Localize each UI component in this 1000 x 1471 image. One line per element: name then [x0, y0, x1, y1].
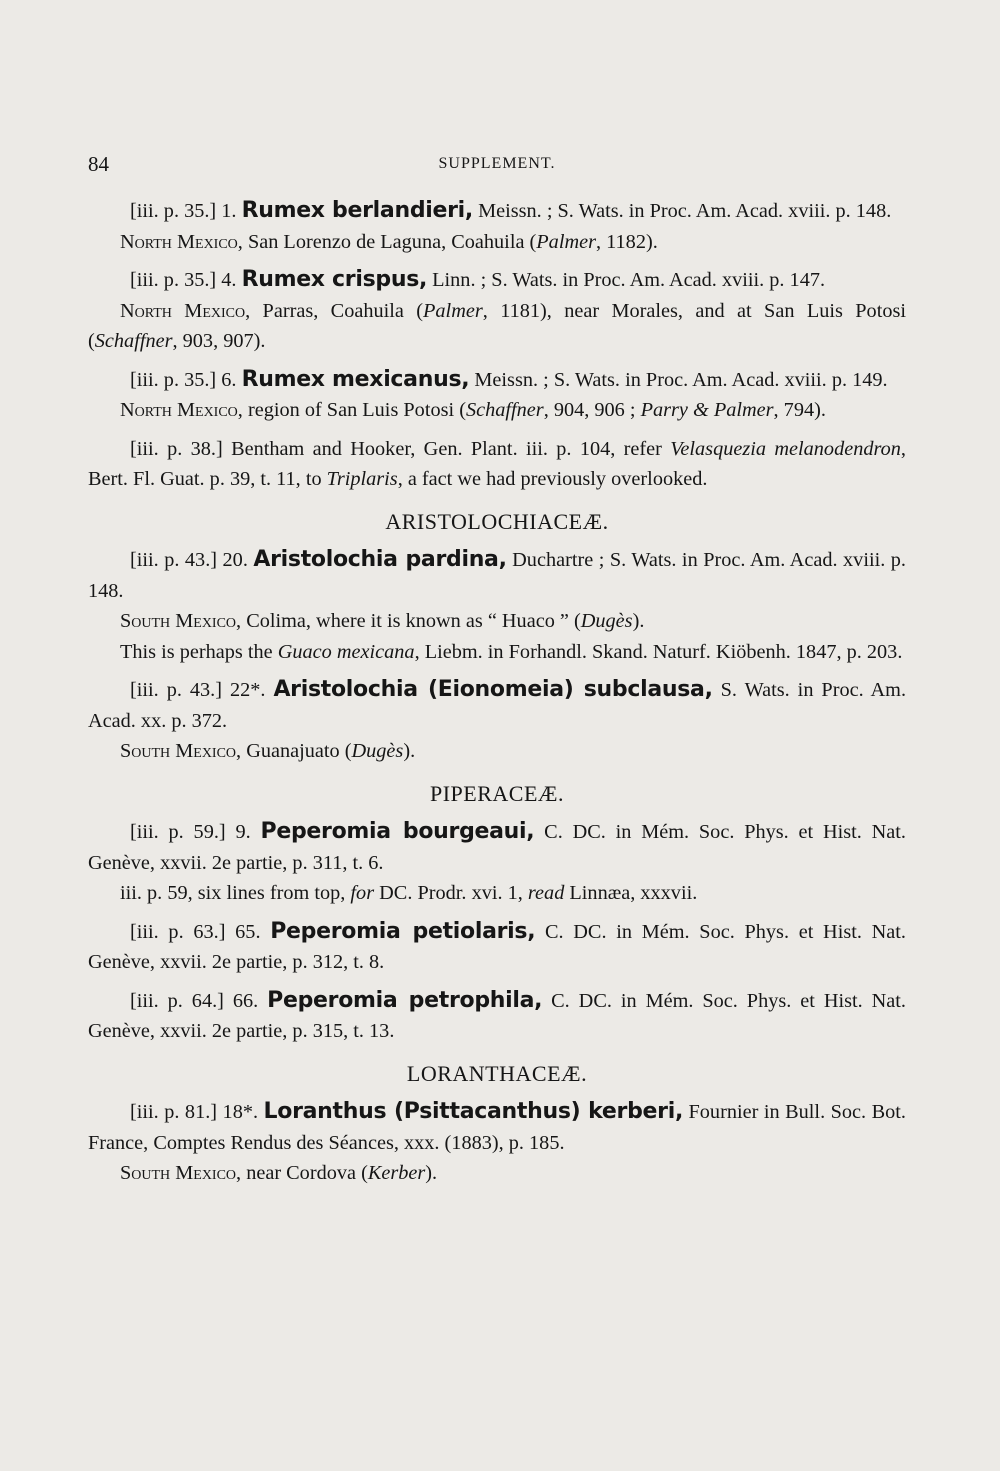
species-name: Aristolochia pardina, — [253, 547, 507, 572]
entry-heading: [iii. p. 35.] 4. Rumex crispus, Linn. ; S. Wats. in Proc. Am. Acad. xviii. p. 147. — [130, 267, 826, 292]
species-entry — [88, 986, 906, 1047]
species-entry — [88, 196, 906, 257]
locality: South Mexico, Guanajuato (Dugès). — [120, 740, 416, 762]
locality: South Mexico, near Cordova (Kerber). — [120, 1162, 438, 1184]
species-name: Loranthus (Psittacanthus) kerberi, — [263, 1099, 684, 1124]
entry-heading: [iii. p. 59.] 9. Peperomia bourgeaui, C. DC. in Mém. Soc. Phys. et Hist. Nat. Genève, xxvii. 2e partie, p. 311, t. 6. — [88, 819, 907, 874]
species-name: Rumex crispus, — [241, 267, 428, 292]
page-body — [88, 196, 906, 1197]
locality: North Mexico, Parras, Coahuila (Palmer, 1181), near Morales, and at San Luis Potosi (Schaffner, 903, 907). — [88, 299, 906, 352]
species-name: Peperomia petrophila, — [267, 987, 543, 1013]
entry-heading: [iii. p. 43.] 20. Aristolochia pardina, Duchartre ; S. Wats. in Proc. Am. Acad. xviii. p. 148. — [88, 547, 906, 602]
page-number: 84 — [88, 152, 109, 176]
page-header — [88, 152, 906, 182]
family-heading: ARISTOLOCHIACEÆ. — [385, 508, 609, 534]
entry-heading: [iii. p. 64.] 66. Peperomia petrophila, C. DC. in Mém. Soc. Phys. et Hist. Nat. Genève, xxvii. 2e partie, p. 315, t. 13. — [88, 987, 906, 1042]
species-name: Peperomia bourgeaui, — [260, 819, 535, 844]
locality: North Mexico, region of San Luis Potosi (Schaffner, 904, 906 ; Parry & Palmer, 794). — [120, 399, 826, 421]
family-heading: LORANTHACEÆ. — [406, 1060, 588, 1086]
entry-heading: [iii. p. 63.] 65. Peperomia petiolaris, C. DC. in Mém. Soc. Phys. et Hist. Nat. Genève, xxvii. 2e partie, p. 312, t. 8. — [88, 918, 906, 973]
species-name: Aristolochia (Eionomeia) subclausa, — [273, 677, 713, 702]
remark: This is perhaps the Guaco mexicana, Liebm. in Forhandl. Skand. Naturf. Kiöbenh. 1847, p. 203. — [120, 640, 903, 663]
species-entry — [88, 917, 906, 978]
locality: North Mexico, San Lorenzo de Laguna, Coahuila (Palmer, 1182). — [120, 230, 658, 253]
species-name: Peperomia petiolaris, — [270, 918, 536, 944]
running-head: SUPPLEMENT. — [438, 155, 556, 172]
species-entry — [88, 675, 906, 767]
species-entry — [88, 817, 906, 909]
entry-heading: [iii. p. 81.] 18*. Loranthus (Psittacanthus) kerberi, Fournier in Bull. Soc. Bot. France, Comptes Rendus des Séances, xxx. (1883), p. 185. — [88, 1099, 906, 1154]
species-entry — [88, 545, 906, 667]
species-name: Rumex berlandieri, — [241, 198, 473, 223]
entry-heading: [iii. p. 35.] 6. Rumex mexicanus, Meissn. ; S. Wats. in Proc. Am. Acad. xviii. p. 149. — [130, 366, 888, 392]
note-text: [iii. p. 38.] Bentham and Hooker, Gen. Plant. iii. p. 104, refer Velasquezia melanodendron, Bert. Fl. Guat. p. 39, t. 11, to Triplaris, a fact we had previously overlooked. — [88, 437, 906, 490]
family-heading: PIPERACEÆ. — [430, 780, 564, 806]
species-entry — [88, 1097, 906, 1189]
species-entry — [88, 265, 906, 357]
species-name: Rumex mexicanus, — [241, 366, 470, 392]
entry-heading: [iii. p. 43.] 22*. Aristolochia (Eionomeia) subclausa, S. Wats. in Proc. Am. Acad. xx. p. 372. — [88, 677, 907, 732]
species-entry — [88, 365, 906, 426]
entry-heading: [iii. p. 35.] 1. Rumex berlandieri, Meissn. ; S. Wats. in Proc. Am. Acad. xviii. p. 148. — [130, 198, 892, 223]
note-entry — [88, 434, 906, 495]
locality: South Mexico, Colima, where it is known as “ Huaco ” (Dugès). — [120, 610, 645, 632]
correction: iii. p. 59, six lines from top, for DC. Prodr. xvi. 1, read Linnæa, xxxvii. — [120, 882, 698, 904]
